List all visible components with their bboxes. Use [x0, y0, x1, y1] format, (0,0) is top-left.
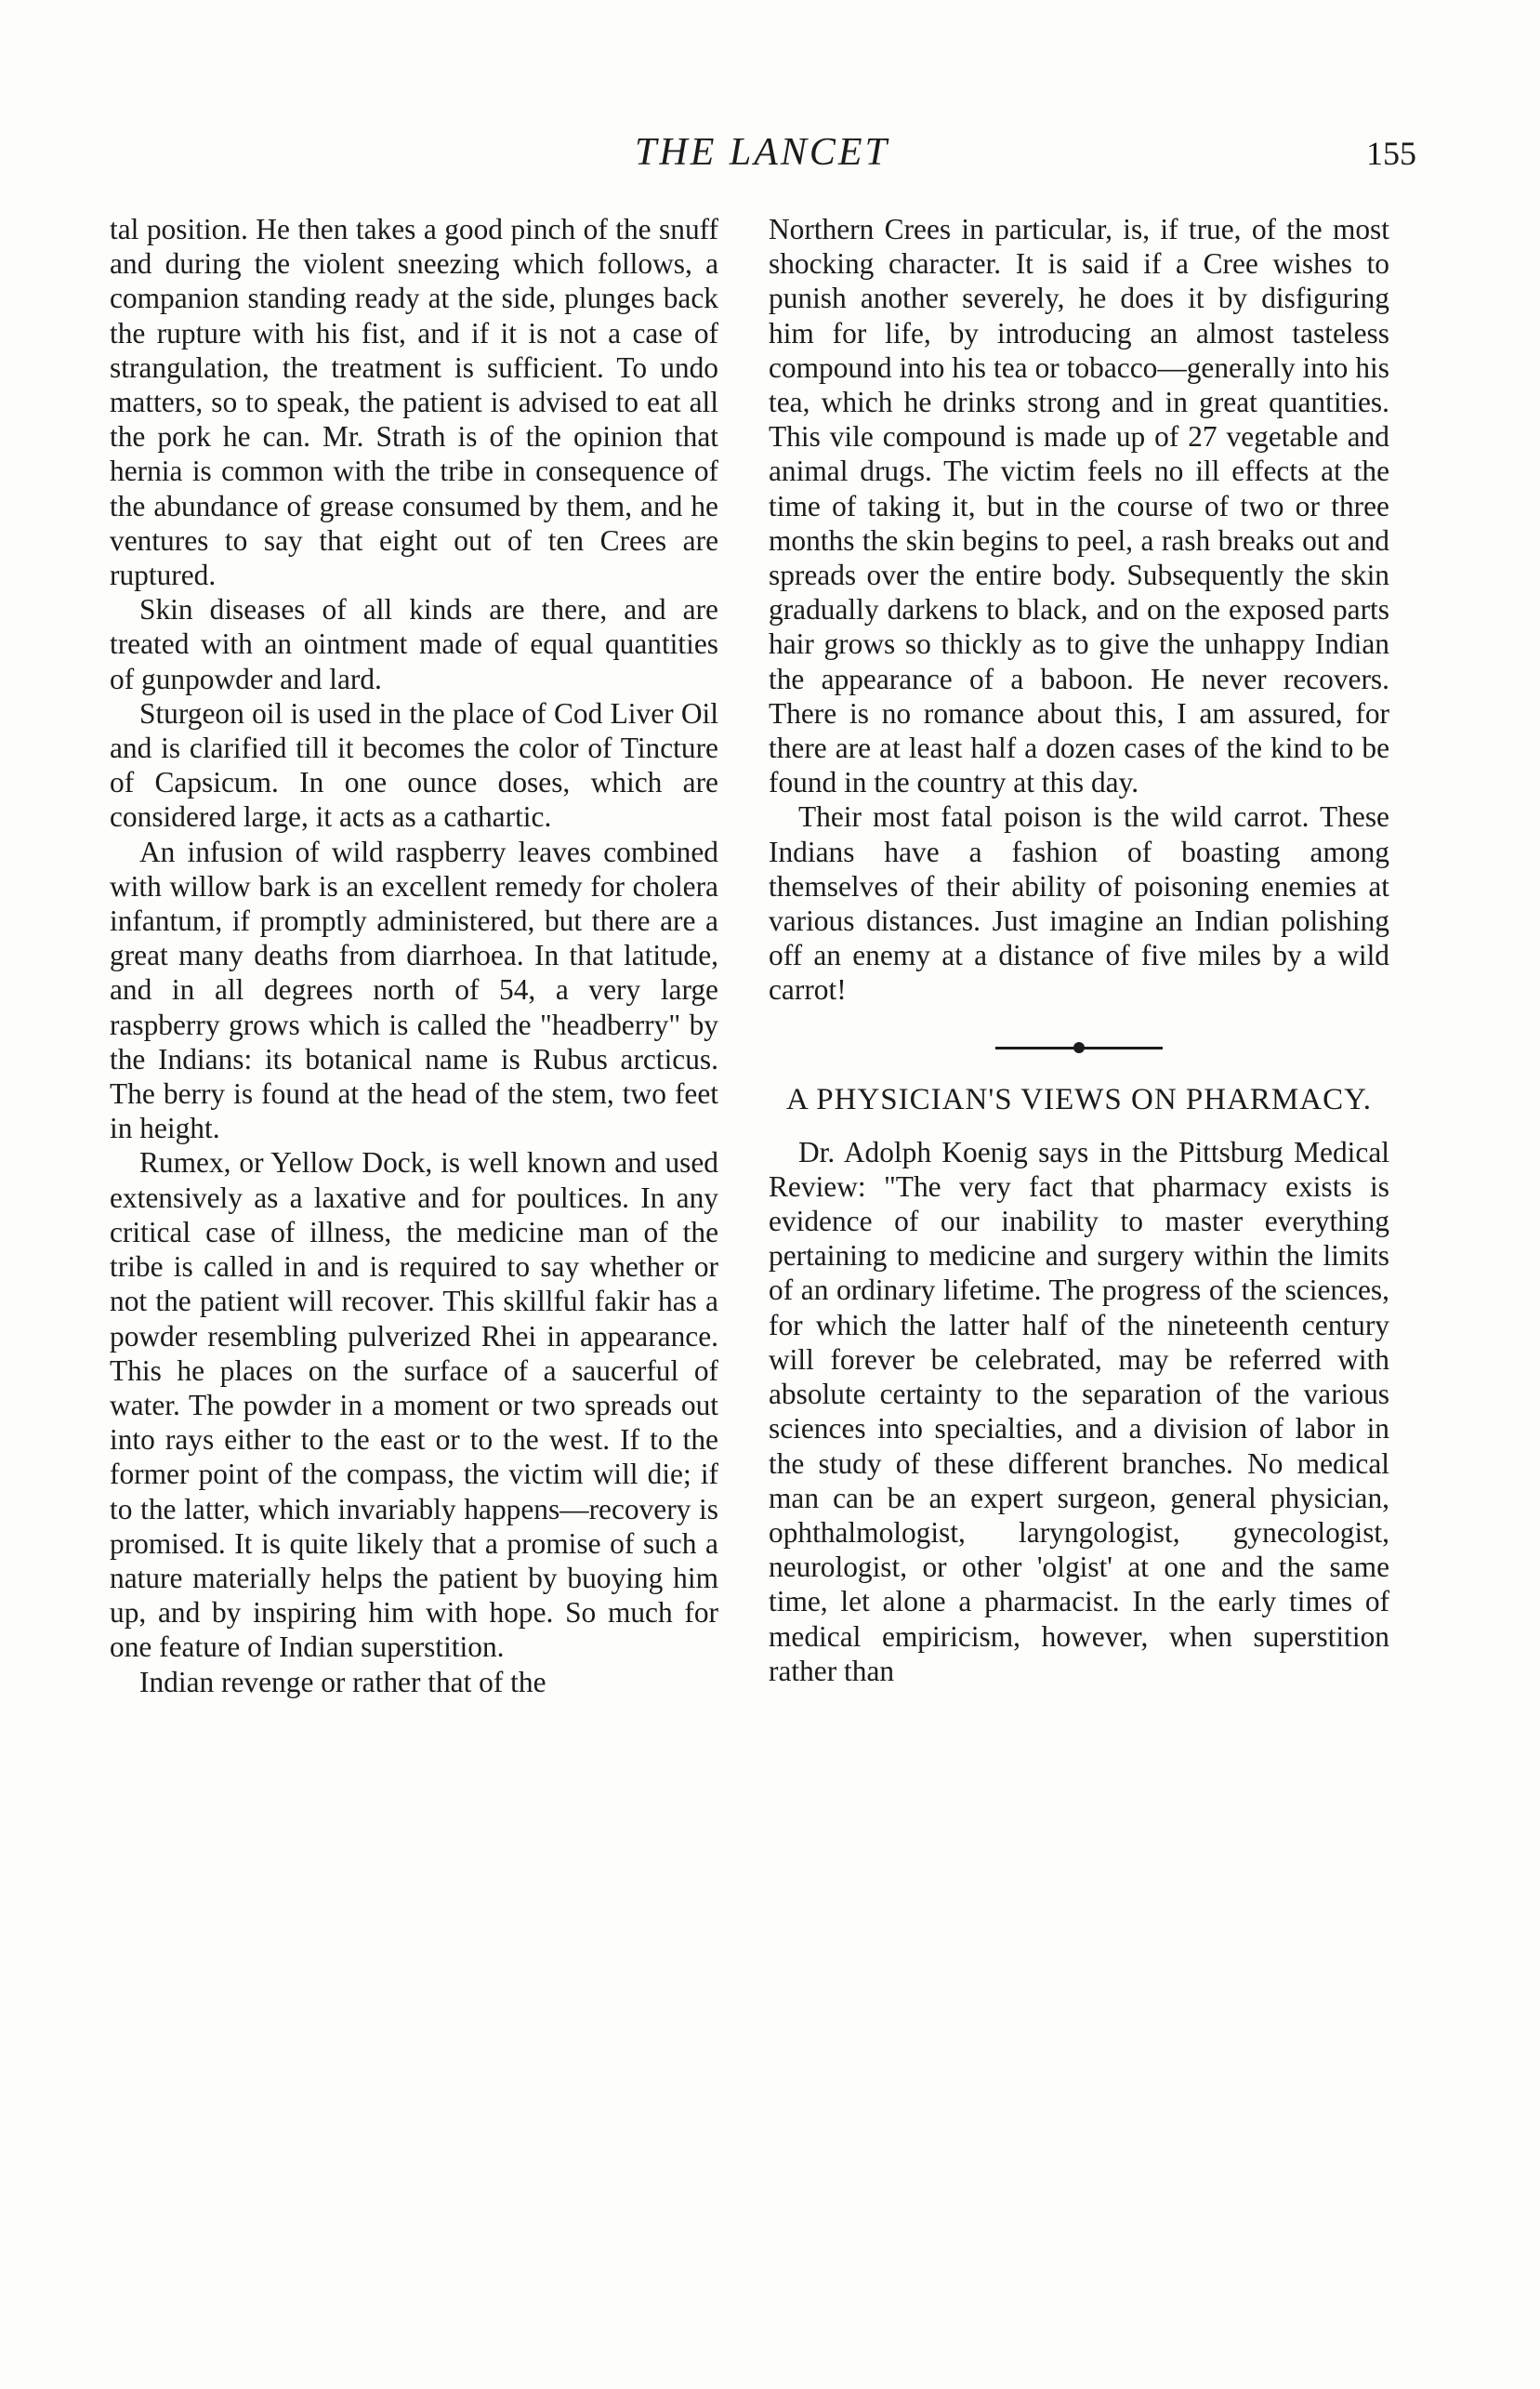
- running-title: THE LANCET: [635, 131, 889, 174]
- paragraph: Indian revenge or rather that of the: [139, 1665, 546, 1698]
- paragraph: Their most fatal poison is the wild carrot. These Indians have a fashion of boasting among themselves of their ability of poisoning enemies at various distances. Just imagine an Indian polishing off an enemy at a distance of five miles by a wild carrot!: [769, 800, 1389, 1007]
- paragraph: Dr. Adolph Koenig says in the Pittsburg Medical Review: "The very fact that pharmacy exists is evidence of our inability to master everything pertaining to medicine and surgery within the limits of an ordinary lifetime. The progress of the sciences, for which the latter half of the nineteenth century will forever be celebrated, may be referred with absolute certainty to the separation of the various sciences into specialties, and a division of labor in the study of these different branches. No medical man can be an expert surgeon, general physician, ophthalmologist, laryngologist, gynecologist, neurologist, or other 'olgist' at one and the same time, let alone a pharmacist. In the early times of medical empiricism, however, when superstition rather than: [769, 1135, 1389, 1687]
- paragraph: An infusion of wild raspberry leaves combined with willow bark is an excellent remedy for cholera infantum, if promptly administered, but there are a great many deaths from diarrhoea. In that latitude, and in all degrees north of 54, a very large raspberry grows which is called the "headberry" by the Indians: its botanical name is Rubus arcticus. The berry is found at the head of the stem, two feet in height.: [110, 835, 718, 1145]
- section-heading: A PHYSICIAN'S VIEWS ON PHARMACY.: [786, 1082, 1372, 1116]
- left-column: [110, 212, 718, 1699]
- paragraph: Skin diseases of all kinds are there, and are treated with an ointment made of equal quantities of gunpowder and lard.: [110, 593, 718, 695]
- page-header: [0, 130, 1540, 186]
- paragraph: Rumex, or Yellow Dock, is well known and used extensively as a laxative and for poultices. In any critical case of illness, the medicine man of the tribe is called in and is required to say whether or not the patient will recover. This skillful fakir has a powder resembling pulverized Rhei in appearance. This he places on the surface of a saucerful of water. The powder in a moment or two spreads out into rays either to the east or to the west. If to the former point of the compass, the victim will die; if to the latter, which invariably happens—recovery is promised. It is quite likely that a promise of such a nature materially helps the patient by buoying him up, and by inspiring him with hope. So much for one feature of Indian superstition.: [110, 1146, 718, 1664]
- paragraph: tal position. He then takes a good pinch of the snuff and during the violent sneezing which follows, a companion standing ready at the side, plunges back the rupture with his fist, and if it is not a case of strangulation, the treatment is sufficient. To undo matters, so to speak, the patient is advised to eat all the pork he can. Mr. Strath is of the opinion that hernia is common with the tribe in consequence of the abundance of grease consumed by them, and he ventures to say that eight out of ten Crees are ruptured.: [110, 213, 718, 592]
- right-column: [769, 212, 1389, 1688]
- section-divider: [995, 1047, 1163, 1049]
- paragraph: Sturgeon oil is used in the place of Cod Liver Oil and is clarified till it becomes the color of Tincture of Capsicum. In one ounce doses, which are considered large, it acts as a cathartic.: [110, 696, 718, 834]
- divider-ornament: [1073, 1042, 1085, 1053]
- paragraph: Northern Crees in particular, is, if true, of the most shocking character. It is said if a Cree wishes to punish another severely, he does it by disfiguring him for life, by introducing an almost tasteless compound into his tea or tobacco—generally into his tea, which he drinks strong and in great quantities. This vile compound is made up of 27 vegetable and animal drugs. The victim feels no ill effects at the time of taking it, but in the course of two or three months the skin begins to peel, a rash breaks out and spreads over the entire body. Subsequently the skin gradually darkens to black, and on the exposed parts hair grows so thickly as to give the unhappy Indian the appearance of a baboon. He never recovers. There is no romance about this, I am assured, for there are at least half a dozen cases of the kind to be found in the country at this day.: [769, 213, 1389, 799]
- page-number: 155: [1366, 135, 1416, 172]
